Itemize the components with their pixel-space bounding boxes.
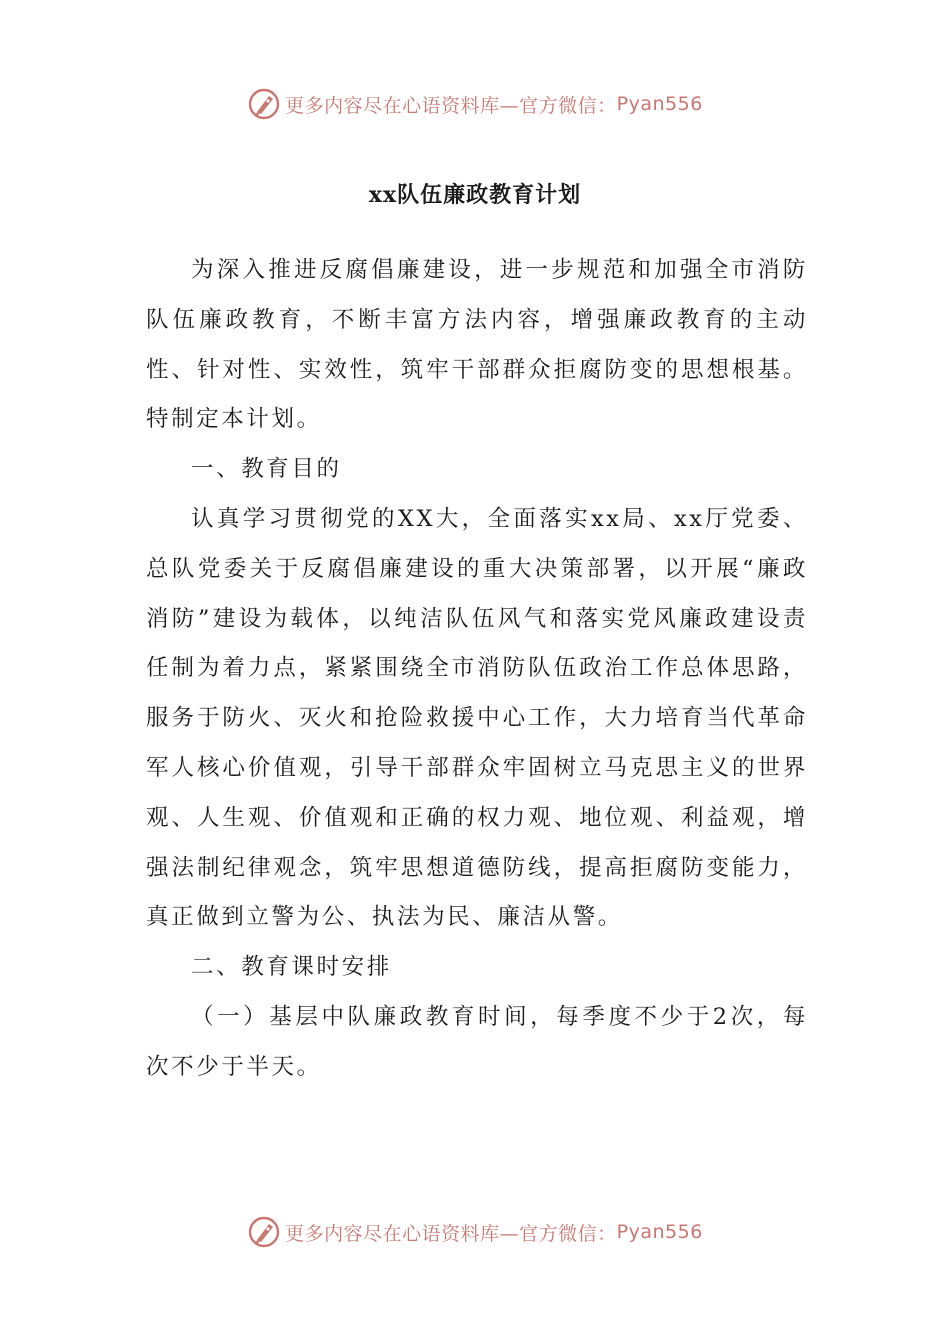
watermark-text: 更多内容尽在心语资料库—官方微信： (285, 1222, 617, 1245)
section-heading-purpose: 一、教育目的 (191, 456, 342, 483)
footer-watermark (0, 1212, 950, 1252)
header-watermark (0, 84, 950, 124)
paragraph-purpose: 认真学习贯彻党的XX大，全面落实xx局、xx厅党委、总队党委关于反腐倡廉建设的重大决策部署，以开展“廉政消防”建设为载体，以纯洁队伍风气和落实党风廉政建设责任制为着力点，紧紧围绕全市消防队伍政治工作总体思路，服务于防火、灭火和抢险救援中心工作，大力培育当代革命军人核心价值观，引导干部群众牢固树立马克思主义的世界观、人生观、价值观和正确的权力观、地位观、利益观，增强法制纪律观念，筑牢思想道德防线，提高拒腐防变能力，真正做到立警为公、执法为民、廉洁从警。 (146, 505, 808, 931)
pen-nib-logo-icon (247, 1215, 281, 1249)
watermark-text: 更多内容尽在心语资料库—官方微信： (285, 94, 617, 117)
pen-nib-logo-icon (247, 87, 281, 121)
document-body (146, 246, 808, 1093)
section-heading-schedule: 二、教育课时安排 (191, 954, 392, 981)
document-title: xx队伍廉政教育计划 (368, 182, 582, 208)
watermark-wechat-id: Pyan556 (616, 93, 703, 115)
watermark-wechat-id: Pyan556 (616, 1221, 703, 1243)
paragraph-schedule-1: （一）基层中队廉政教育时间，每季度不少于2次，每次不少于半天。 (146, 1003, 808, 1080)
paragraph-intro: 为深入推进反腐倡廉建设，进一步规范和加强全市消防队伍廉政教育，不断丰富方法内容，增强廉政教育的主动性、针对性、实效性，筑牢干部群众拒腐防变的思想根基。特制定本计划。 (146, 257, 808, 433)
